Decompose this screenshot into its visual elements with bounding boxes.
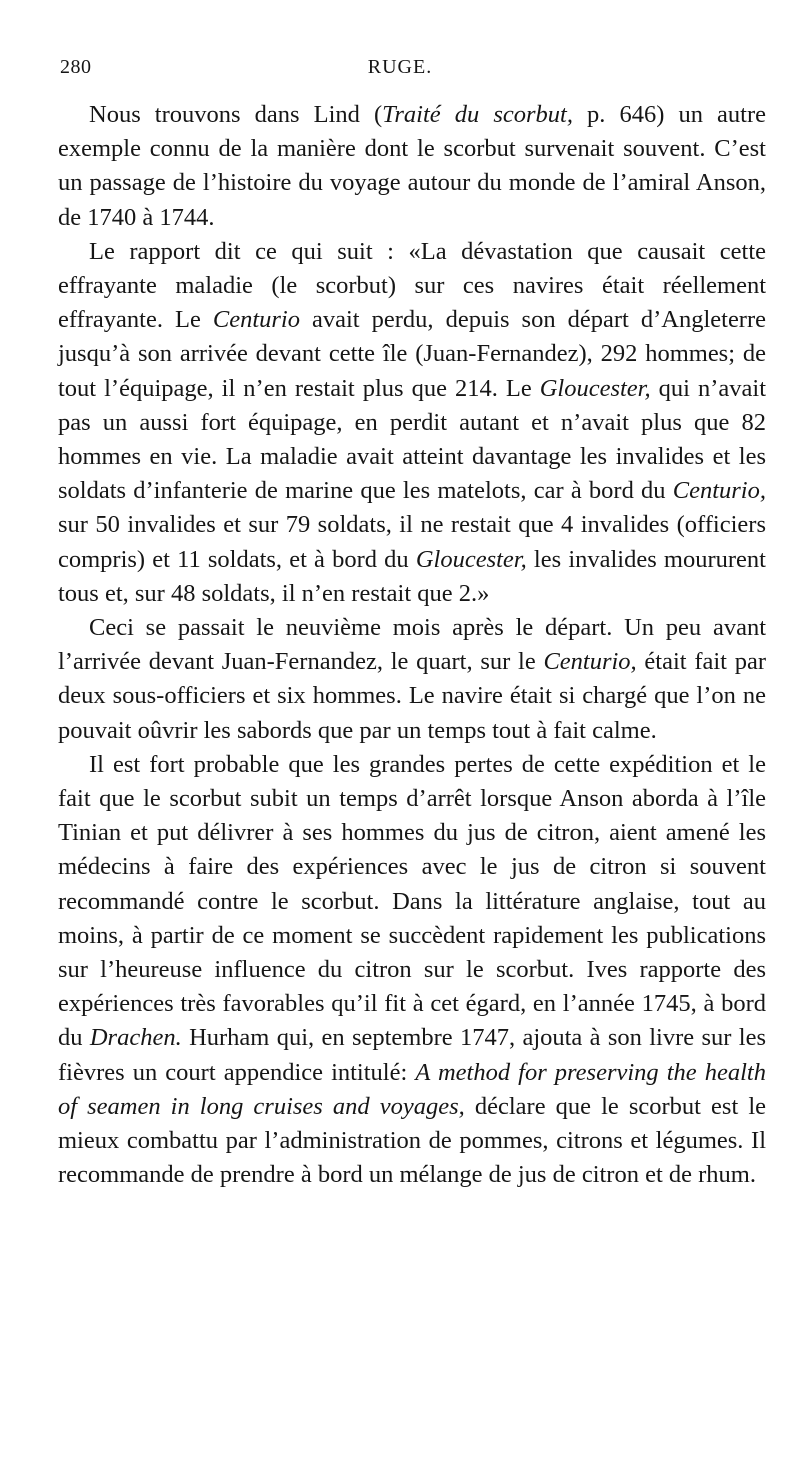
italic-title: Traité du scorbut, <box>382 101 573 128</box>
text-run: Hurham qui, en septembre 1747, ajouta à son livre sur les fièvres un court appendice intitulé: <box>58 1024 766 1086</box>
text-run: déclare que le scorbut est le mieux combattu par l’administration de pommes, citrons et légumes. Il recommande de prendre à bord un mélange de jus de citron et de rhum. <box>58 1092 767 1189</box>
text-run: Ceci se passait le neuvième mois après le départ. Un peu avant l’arrivée devant Juan-Fernandez, le quart, sur le <box>58 614 766 676</box>
paragraph-4 <box>58 748 766 1193</box>
text-run: sur 50 invalides et sur 79 soldats, il ne restait que 4 invalides (officiers compris) et 11 soldats, et à bord du <box>58 511 766 573</box>
text-run: p. 646) un autre exemple connu de la manière dont le scorbut survenait souvent. C’est un passage de l’histoire du voyage autour du monde de l’amiral Anson, de 1740 à 1744. <box>58 101 767 231</box>
running-head: RUGE. <box>367 56 433 78</box>
text-run: qui n’avait pas un aussi fort équipage, en perdit autant et n’avait plus que 82 hommes en vie. La maladie avait atteint davantage les invalides et les soldats d’infanterie de marine que les matelots, car à bord du <box>58 374 766 505</box>
ship-name: Drachen. <box>89 1024 182 1052</box>
ship-name: Centurio <box>212 306 300 334</box>
text-run: Le rapport dit ce qui suit : «La dévastation que causait cette effrayante maladie (le scorbut) sur ces navires était réellement effrayante. Le <box>58 237 766 334</box>
page-header <box>60 56 740 96</box>
ship-name: Centurio, <box>543 648 637 676</box>
paragraph-1 <box>58 98 766 235</box>
text-run: les invalides moururent tous et, sur 48 soldats, il n’en restait que 2.» <box>58 545 766 607</box>
text-run: Nous trouvons dans Lind ( <box>89 101 383 128</box>
ship-name: Gloucester, <box>539 374 651 402</box>
text-run: avait perdu, depuis son départ d’Angleterre jusqu’à son arrivée devant cette île (Juan-Fernandez), 292 hommes; de tout l’équipage, il n’en restait plus que 214. Le <box>58 306 767 402</box>
ship-name: Centurio, <box>672 477 766 505</box>
body-text <box>58 98 766 1193</box>
appendix-title: A method for preserving the health of seamen in long cruises and voyages, <box>58 1058 766 1120</box>
page-number: 280 <box>60 56 92 78</box>
paragraph-3 <box>58 611 766 748</box>
text-run: était fait par deux sous-officiers et six hommes. Le navire était si chargé que l’on ne pouvait oûvrir les sabords que par un temps tout à fait calme. <box>58 648 766 744</box>
ship-name: Gloucester, <box>415 545 527 573</box>
text-run: Il est fort probable que les grandes pertes de cette expédition et le fait que le scorbut subit un temps d’arrêt lorsque Anson aborda à l’île Tinian et put délivrer à ses hommes du jus de citron, aient amené les médecins à faire des expériences avec le jus de citron si souvent recommandé contre le scorbut. Dans la littérature anglaise, tout au moins, à partir de ce moment se succèdent rapidement les publications sur l’heureuse influence du citron sur le scorbut. Ives rapporte des expériences très favorables qu’il fit à cet égard, en l’année 1745, à bord du <box>58 750 766 1052</box>
paragraph-2 <box>58 235 766 611</box>
